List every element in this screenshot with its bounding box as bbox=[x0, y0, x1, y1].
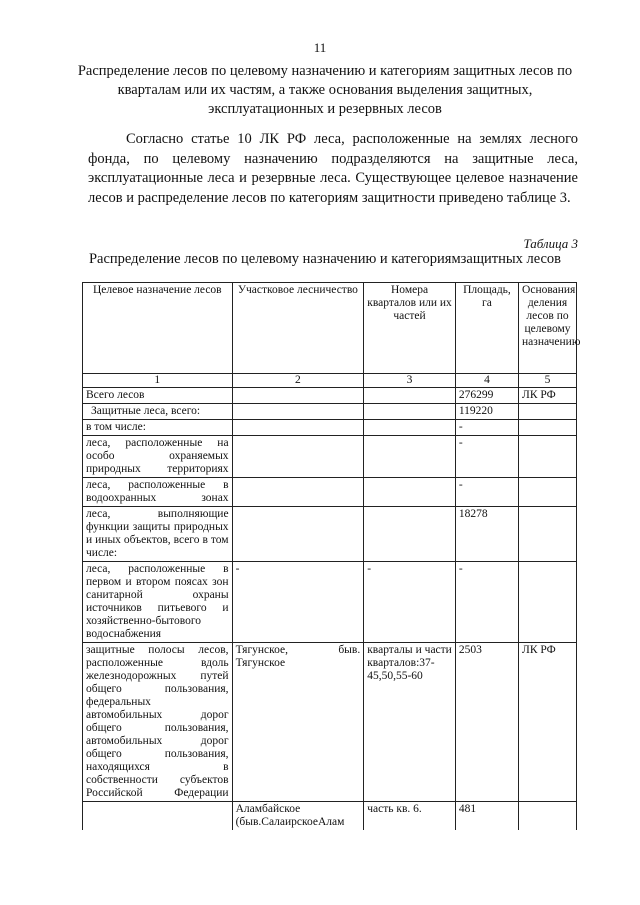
cell-district bbox=[232, 420, 364, 436]
cell-quarters bbox=[364, 436, 456, 478]
header-purpose: Целевое назначение лесов bbox=[83, 283, 233, 374]
column-number: 4 bbox=[455, 374, 518, 388]
table-row bbox=[83, 478, 577, 507]
table-row bbox=[83, 562, 577, 643]
paragraph-text: Согласно статье 10 ЛК РФ леса, расположенные на землях лесного фонда, по целевому назначению подразделяются на защитные леса, эксплуатационные леса и резервные леса. Существующее целевое назначение лесов и распределение лесов по категориям защитности приведено таблице 3. bbox=[88, 131, 578, 206]
cell-district: Аламбайское (быв.СалаирскоеАлам bbox=[232, 802, 364, 831]
cell-basis bbox=[519, 507, 577, 562]
cell-basis bbox=[519, 436, 577, 478]
cell-basis bbox=[519, 420, 577, 436]
cell-quarters: - bbox=[364, 562, 456, 643]
column-number: 2 bbox=[232, 374, 364, 388]
cell-quarters: кварталы и части кварталов:37-45,50,55-60 bbox=[364, 643, 456, 802]
cell-district bbox=[232, 507, 364, 562]
cell-quarters bbox=[364, 507, 456, 562]
body-paragraph bbox=[88, 130, 578, 208]
header-district: Участковое лесничество bbox=[232, 283, 364, 374]
cell-area: 276299 bbox=[455, 388, 518, 404]
table-title: Распределение лесов по целевому назначению и категориямзащитных лесов bbox=[88, 251, 562, 267]
cell-district: - bbox=[232, 562, 364, 643]
cell-basis bbox=[519, 478, 577, 507]
table-row bbox=[83, 404, 577, 420]
section-heading: Распределение лесов по целевому назначению и категориям защитных лесов по кварталам или их частям, а также основания выделения защитных, эксплуатационных и резервных лесов bbox=[77, 63, 573, 117]
table-label: Таблица 3 bbox=[523, 236, 578, 251]
header-quarters: Номера кварталов или их частей bbox=[364, 283, 456, 374]
forest-distribution-table bbox=[82, 282, 581, 830]
table-row bbox=[83, 507, 577, 562]
table-header-row bbox=[83, 283, 577, 374]
cell-purpose: Всего лесов bbox=[83, 388, 233, 404]
column-number-row bbox=[83, 374, 577, 388]
cell-purpose: леса, выполняющие функции защиты природных и иных объектов, всего в том числе: bbox=[83, 507, 233, 562]
cell-area: 2503 bbox=[455, 643, 518, 802]
cell-purpose: Защитные леса, всего: bbox=[83, 404, 233, 420]
column-number: 3 bbox=[364, 374, 456, 388]
cell-purpose: леса, расположенные в первом и втором поясах зон санитарной охраны источников питьевого и хозяйственно-бытового водоснабжения bbox=[83, 562, 233, 643]
table-row bbox=[83, 643, 577, 802]
cell-purpose bbox=[83, 802, 233, 831]
cell-purpose: защитные полосы лесов, расположенные вдоль железнодорожных путей общего пользования, федеральных автомобильных дорог общего пользования, автомобильных дорог общего пользования, находящихся в собственности субъектов Российской Федерации bbox=[83, 643, 233, 802]
column-number: 1 bbox=[83, 374, 233, 388]
cell-area: - bbox=[455, 478, 518, 507]
table-row bbox=[83, 420, 577, 436]
cell-quarters: часть кв. 6. bbox=[364, 802, 456, 831]
cell-purpose: в том числе: bbox=[83, 420, 233, 436]
cell-district: Тягунское, быв. Тягунское bbox=[232, 643, 364, 802]
header-area: Площадь, га bbox=[455, 283, 518, 374]
cell-district bbox=[232, 388, 364, 404]
cell-district bbox=[232, 478, 364, 507]
header-basis: Основания деления лесов по целевому назначению bbox=[519, 283, 577, 374]
cell-basis bbox=[519, 802, 577, 831]
cell-basis bbox=[519, 562, 577, 643]
cell-area: 481 bbox=[455, 802, 518, 831]
cell-quarters bbox=[364, 478, 456, 507]
page-number: 11 bbox=[313, 40, 327, 55]
table-row bbox=[83, 436, 577, 478]
cell-purpose: леса, расположенные в водоохранных зонах bbox=[83, 478, 233, 507]
cell-basis: ЛК РФ bbox=[519, 643, 577, 802]
cell-quarters bbox=[364, 404, 456, 420]
cell-basis: ЛК РФ bbox=[519, 388, 577, 404]
table-row bbox=[83, 802, 577, 831]
cell-area: 18278 bbox=[455, 507, 518, 562]
cell-area: - bbox=[455, 420, 518, 436]
cell-district bbox=[232, 436, 364, 478]
cell-area: 119220 bbox=[455, 404, 518, 420]
table-row bbox=[83, 388, 577, 404]
column-number: 5 bbox=[519, 374, 577, 388]
cell-quarters bbox=[364, 420, 456, 436]
cell-basis bbox=[519, 404, 577, 420]
cell-purpose: леса, расположенные на особо охраняемых природных территориях bbox=[83, 436, 233, 478]
cell-district bbox=[232, 404, 364, 420]
cell-area: - bbox=[455, 562, 518, 643]
cell-quarters bbox=[364, 388, 456, 404]
cell-area: - bbox=[455, 436, 518, 478]
